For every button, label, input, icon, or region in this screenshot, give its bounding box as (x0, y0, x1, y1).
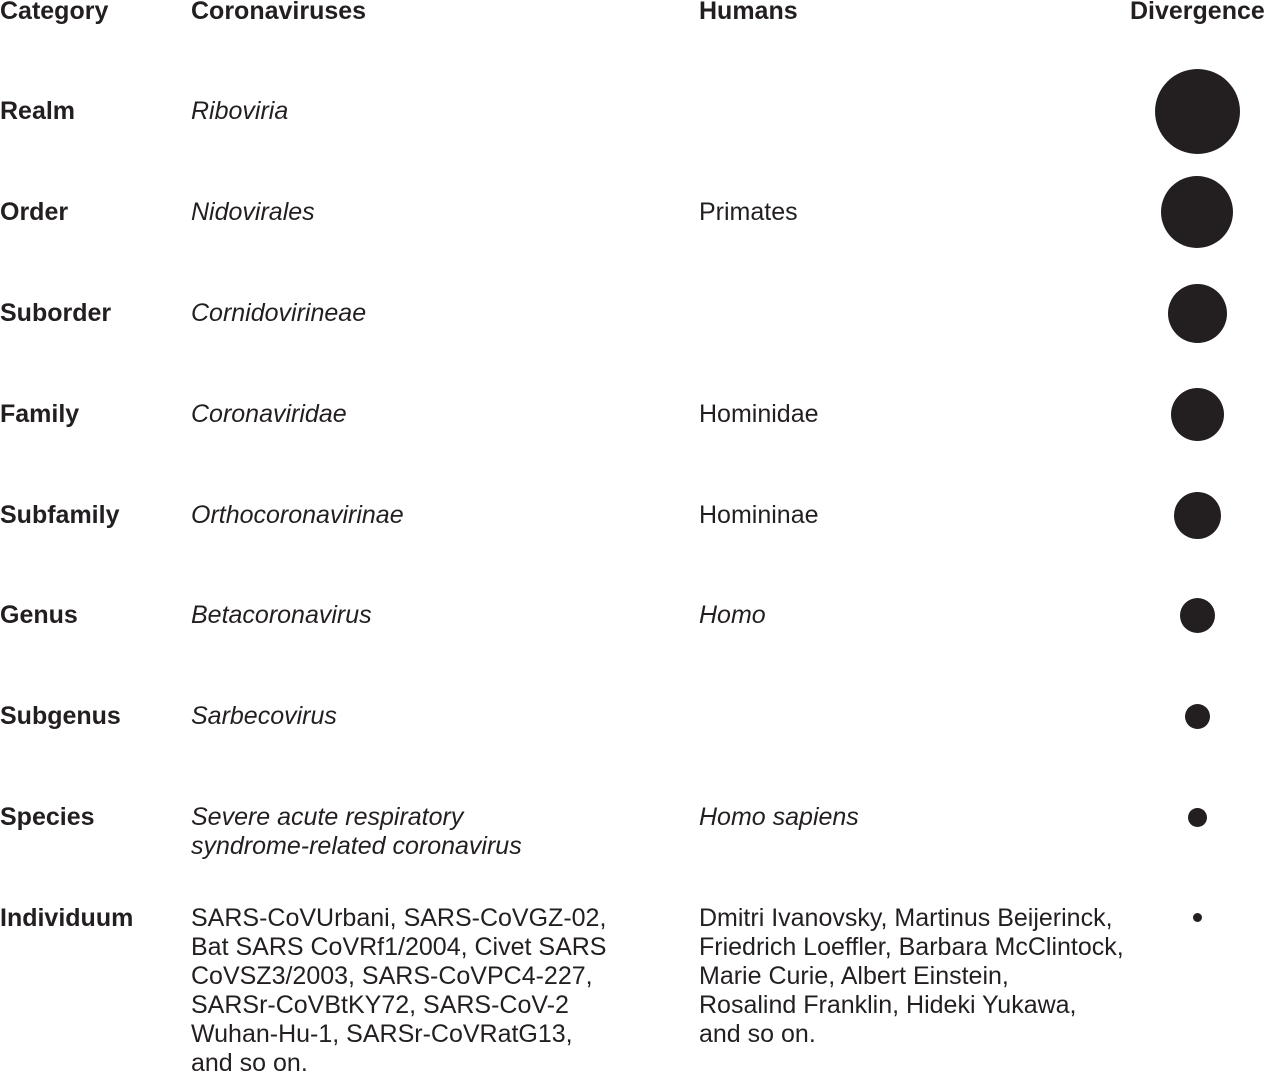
human-individuum: Dmitri Ivanovsky, Martinus Beijerinck, Friedrich Loeffler, Barbara McClintock, Marie Curie, Albert Einstein, Rosalind Franklin, Hideki Yukawa, and so on. (699, 904, 1124, 1048)
category-realm: Realm (0, 97, 76, 125)
human-species: Homo sapiens (699, 803, 859, 831)
divergence-dot-realm (1155, 69, 1240, 154)
human-order: Primates (699, 198, 798, 226)
coronavirus-species: Severe acute respiratory syndrome-related coronavirus (191, 803, 522, 860)
category-subgenus: Subgenus (0, 702, 121, 730)
divergence-dot-species (1188, 808, 1207, 827)
header-category: Category (0, 0, 109, 25)
divergence-dot-subgenus (1185, 704, 1210, 729)
category-genus: Genus (0, 601, 78, 629)
header-divergence: Divergence (1130, 0, 1265, 25)
divergence-dot-subfamily (1174, 492, 1221, 539)
coronavirus-individuum: SARS-CoVUrbani, SARS-CoVGZ-02, Bat SARS CoVRf1/2004, Civet SARS CoVSZ3/2003, SARS-CoVPC4-227, SARSr-CoVBtKY72, SARS-CoV-2 Wuhan-Hu-1, SARSr-CoVRatG13, and so on. (191, 904, 607, 1077)
coronavirus-suborder: Cornidovirineae (191, 299, 367, 327)
header-humans: Humans (699, 0, 798, 25)
coronavirus-family: Coronaviridae (191, 400, 347, 428)
human-subfamily: Homininae (699, 501, 819, 529)
coronavirus-realm: Riboviria (191, 97, 289, 125)
divergence-dot-family (1171, 388, 1224, 441)
category-subfamily: Subfamily (0, 501, 120, 529)
category-family: Family (0, 400, 80, 428)
divergence-dot-individuum (1193, 913, 1202, 922)
category-individuum: Individuum (0, 904, 134, 932)
category-order: Order (0, 198, 69, 226)
human-family: Hominidae (699, 400, 819, 428)
divergence-dot-genus (1180, 598, 1215, 633)
category-species: Species (0, 803, 95, 831)
coronavirus-genus: Betacoronavirus (191, 601, 372, 629)
divergence-dot-suborder (1168, 284, 1227, 343)
coronavirus-order: Nidovirales (191, 198, 315, 226)
human-genus: Homo (699, 601, 766, 629)
coronavirus-subgenus: Sarbecovirus (191, 702, 337, 730)
coronavirus-subfamily: Orthocoronavirinae (191, 501, 404, 529)
divergence-dot-order (1161, 176, 1233, 248)
category-suborder: Suborder (0, 299, 112, 327)
header-coronaviruses: Coronaviruses (191, 0, 367, 25)
